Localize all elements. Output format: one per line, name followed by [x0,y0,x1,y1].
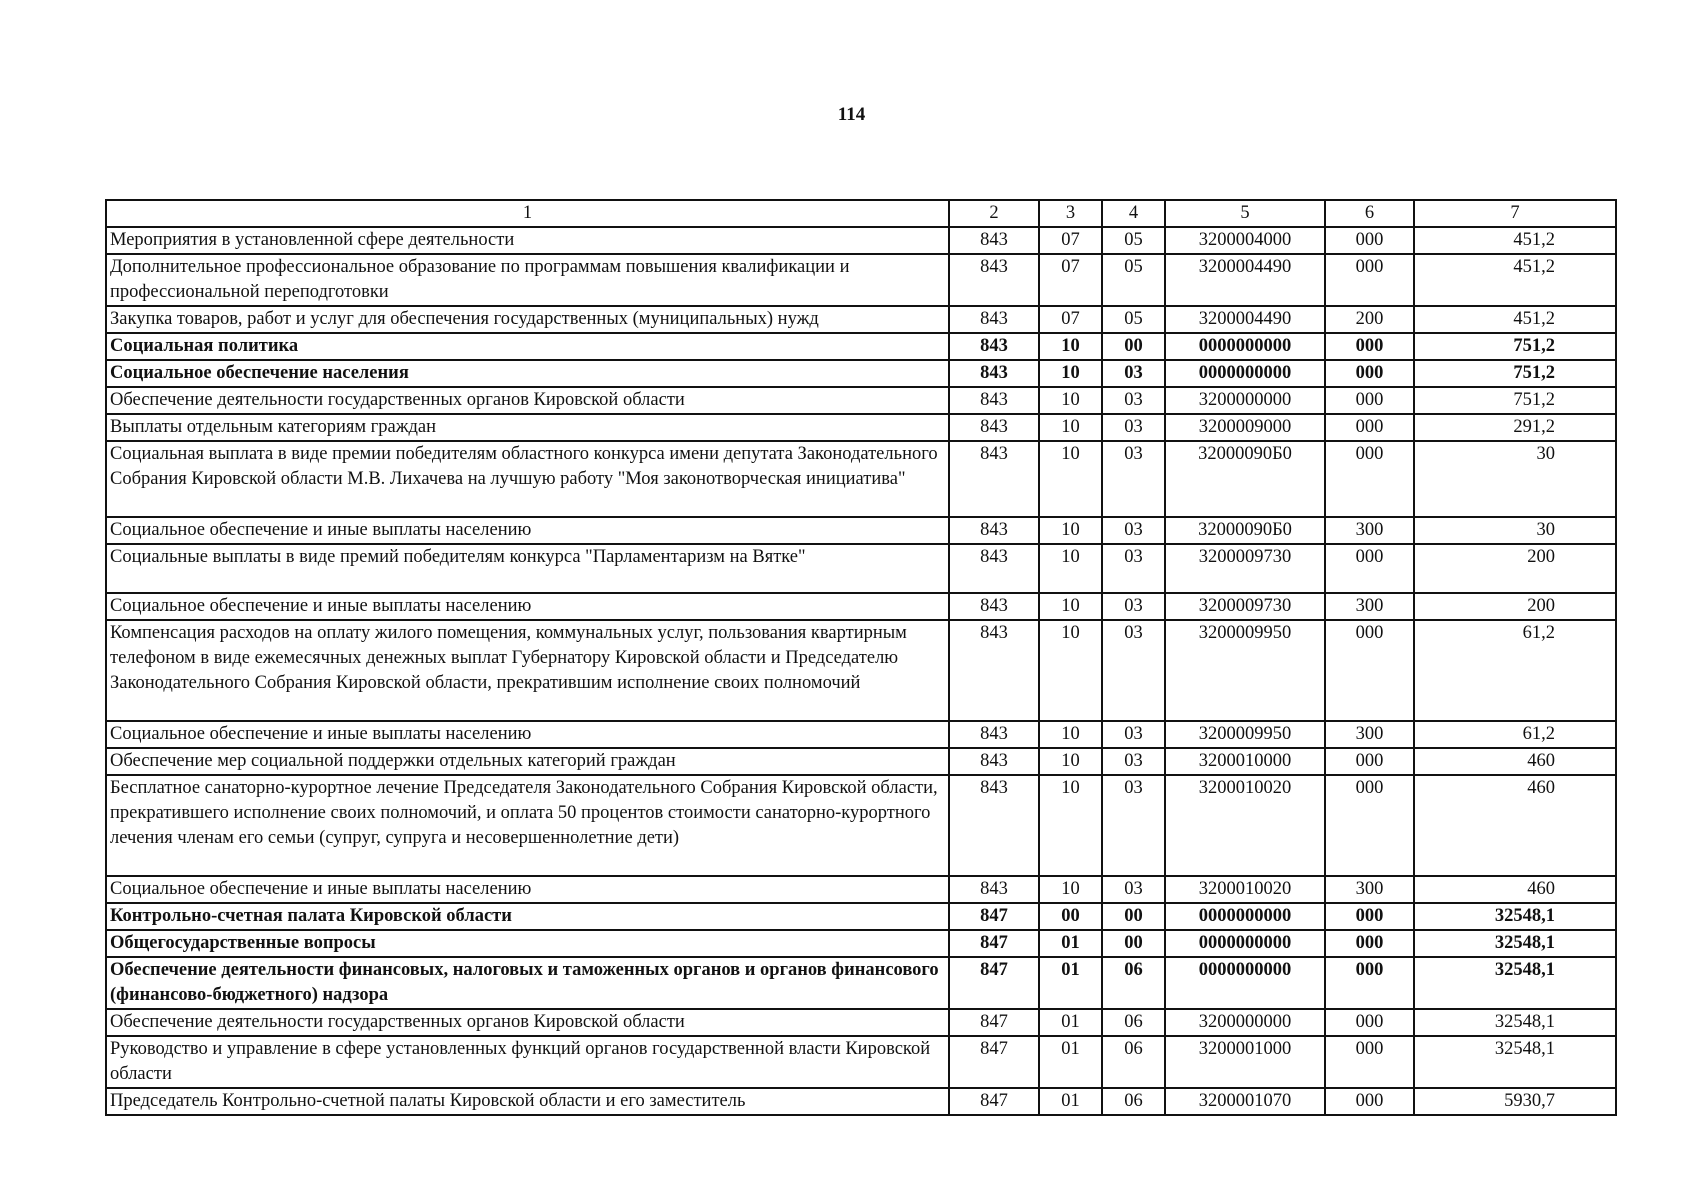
cell-subsection-code: 05 [1102,254,1165,306]
cell-subsection-code: 03 [1102,876,1165,903]
cell-admin-code: 847 [949,930,1039,957]
cell-expense-type-code: 300 [1325,876,1414,903]
cell-admin-code: 847 [949,957,1039,1009]
cell-target-code: 3200000000 [1165,387,1325,414]
cell-amount: 460 [1414,775,1616,876]
cell-expense-type-code: 000 [1325,387,1414,414]
cell-name: Обеспечение мер социальной поддержки отдельных категорий граждан [106,748,949,775]
cell-admin-code: 843 [949,360,1039,387]
cell-admin-code: 843 [949,544,1039,593]
table-row [106,414,1616,441]
table-row [106,1009,1616,1036]
cell-expense-type-code: 000 [1325,227,1414,254]
cell-section-code: 00 [1039,903,1102,930]
cell-expense-type-code: 000 [1325,254,1414,306]
cell-target-code: 0000000000 [1165,957,1325,1009]
cell-expense-type-code: 000 [1325,360,1414,387]
cell-section-code: 01 [1039,1009,1102,1036]
cell-subsection-code: 03 [1102,517,1165,544]
cell-amount: 291,2 [1414,414,1616,441]
cell-target-code: 32000090Б0 [1165,517,1325,544]
table-row [106,775,1616,876]
cell-subsection-code: 06 [1102,1036,1165,1088]
cell-name: Закупка товаров, работ и услуг для обеспечения государственных (муниципальных) нужд [106,306,949,333]
cell-subsection-code: 03 [1102,748,1165,775]
cell-target-code: 0000000000 [1165,333,1325,360]
cell-target-code: 3200004490 [1165,254,1325,306]
cell-section-code: 10 [1039,721,1102,748]
table-row [106,544,1616,593]
cell-admin-code: 843 [949,748,1039,775]
table-row [106,721,1616,748]
cell-admin-code: 847 [949,1009,1039,1036]
cell-target-code: 0000000000 [1165,360,1325,387]
table-row [106,957,1616,1009]
cell-subsection-code: 03 [1102,620,1165,721]
cell-admin-code: 843 [949,414,1039,441]
cell-amount: 751,2 [1414,360,1616,387]
cell-admin-code: 843 [949,593,1039,620]
cell-name: Обеспечение деятельности государственных органов Кировской области [106,1009,949,1036]
cell-admin-code: 843 [949,620,1039,721]
table-row [106,876,1616,903]
cell-admin-code: 843 [949,254,1039,306]
cell-section-code: 01 [1039,957,1102,1009]
cell-expense-type-code: 300 [1325,721,1414,748]
cell-name: Социальное обеспечение и иные выплаты населению [106,721,949,748]
cell-section-code: 10 [1039,544,1102,593]
cell-target-code: 0000000000 [1165,930,1325,957]
table-row [106,1036,1616,1088]
cell-target-code: 0000000000 [1165,903,1325,930]
budget-table [105,199,1617,1116]
cell-subsection-code: 03 [1102,387,1165,414]
cell-target-code: 3200001000 [1165,1036,1325,1088]
cell-amount: 460 [1414,876,1616,903]
cell-amount: 451,2 [1414,254,1616,306]
cell-expense-type-code: 000 [1325,775,1414,876]
table-row [106,903,1616,930]
cell-section-code: 10 [1039,876,1102,903]
cell-section-code: 07 [1039,254,1102,306]
cell-expense-type-code: 000 [1325,1036,1414,1088]
cell-expense-type-code: 000 [1325,620,1414,721]
cell-amount: 5930,7 [1414,1088,1616,1115]
cell-admin-code: 843 [949,775,1039,876]
table-row [106,517,1616,544]
cell-admin-code: 843 [949,387,1039,414]
cell-admin-code: 843 [949,306,1039,333]
page-number: 114 [837,104,866,125]
cell-name: Дополнительное профессиональное образование по программам повышения квалификации и профессиональной переподготовки [106,254,949,306]
cell-section-code: 10 [1039,333,1102,360]
table-row [106,930,1616,957]
cell-section-code: 07 [1039,306,1102,333]
cell-expense-type-code: 200 [1325,306,1414,333]
cell-section-code: 10 [1039,620,1102,721]
cell-section-code: 01 [1039,930,1102,957]
header-cell-subsection: 4 [1102,200,1165,227]
header-cell-section: 3 [1039,200,1102,227]
table-row [106,333,1616,360]
cell-subsection-code: 05 [1102,306,1165,333]
cell-target-code: 3200010000 [1165,748,1325,775]
cell-subsection-code: 03 [1102,775,1165,876]
cell-amount: 451,2 [1414,306,1616,333]
table-row [106,1088,1616,1115]
header-cell-name: 1 [106,200,949,227]
cell-name: Социальное обеспечение и иные выплаты населению [106,876,949,903]
cell-name: Контрольно-счетная палата Кировской области [106,903,949,930]
table-row [106,620,1616,721]
table-row [106,748,1616,775]
cell-target-code: 3200010020 [1165,876,1325,903]
cell-amount: 61,2 [1414,721,1616,748]
cell-target-code: 3200000000 [1165,1009,1325,1036]
cell-section-code: 07 [1039,227,1102,254]
cell-name: Социальное обеспечение и иные выплаты населению [106,517,949,544]
table-row [106,227,1616,254]
cell-expense-type-code: 000 [1325,1088,1414,1115]
cell-subsection-code: 03 [1102,593,1165,620]
cell-amount: 451,2 [1414,227,1616,254]
header-cell-target: 5 [1165,200,1325,227]
cell-target-code: 3200009950 [1165,620,1325,721]
cell-target-code: 3200009730 [1165,544,1325,593]
cell-name: Обеспечение деятельности финансовых, налоговых и таможенных органов и органов финансового (финансово-бюджетного) надзора [106,957,949,1009]
cell-expense-type-code: 000 [1325,333,1414,360]
cell-admin-code: 843 [949,227,1039,254]
cell-expense-type-code: 000 [1325,414,1414,441]
table-row [106,441,1616,517]
cell-subsection-code: 00 [1102,903,1165,930]
cell-amount: 751,2 [1414,387,1616,414]
cell-amount: 32548,1 [1414,957,1616,1009]
cell-target-code: 3200009000 [1165,414,1325,441]
cell-admin-code: 843 [949,441,1039,517]
cell-target-code: 3200004000 [1165,227,1325,254]
cell-admin-code: 847 [949,903,1039,930]
cell-section-code: 10 [1039,414,1102,441]
cell-subsection-code: 06 [1102,957,1165,1009]
cell-amount: 32548,1 [1414,1036,1616,1088]
cell-name: Социальное обеспечение населения [106,360,949,387]
cell-name: Социальная политика [106,333,949,360]
cell-target-code: 3200001070 [1165,1088,1325,1115]
cell-name: Руководство и управление в сфере установленных функций органов государственной власти Кировской области [106,1036,949,1088]
cell-name: Социальные выплаты в виде премий победителям конкурса "Парламентаризм на Вятке" [106,544,949,593]
header-row [106,200,1616,227]
cell-target-code: 3200009950 [1165,721,1325,748]
header-cell-amount: 7 [1414,200,1616,227]
cell-admin-code: 843 [949,721,1039,748]
cell-section-code: 10 [1039,748,1102,775]
cell-section-code: 10 [1039,775,1102,876]
cell-subsection-code: 00 [1102,930,1165,957]
header-cell-expense-type: 6 [1325,200,1414,227]
cell-amount: 61,2 [1414,620,1616,721]
cell-section-code: 10 [1039,441,1102,517]
cell-name: Обеспечение деятельности государственных органов Кировской области [106,387,949,414]
cell-expense-type-code: 000 [1325,957,1414,1009]
cell-admin-code: 843 [949,333,1039,360]
cell-name: Социальное обеспечение и иные выплаты населению [106,593,949,620]
cell-subsection-code: 05 [1102,227,1165,254]
cell-expense-type-code: 000 [1325,903,1414,930]
cell-admin-code: 843 [949,876,1039,903]
cell-section-code: 10 [1039,387,1102,414]
cell-subsection-code: 03 [1102,544,1165,593]
cell-expense-type-code: 300 [1325,517,1414,544]
cell-section-code: 10 [1039,593,1102,620]
cell-name: Выплаты отдельным категориям граждан [106,414,949,441]
cell-amount: 32548,1 [1414,903,1616,930]
cell-subsection-code: 06 [1102,1009,1165,1036]
cell-name: Общегосударственные вопросы [106,930,949,957]
cell-target-code: 32000090Б0 [1165,441,1325,517]
cell-target-code: 3200004490 [1165,306,1325,333]
cell-subsection-code: 03 [1102,721,1165,748]
cell-section-code: 10 [1039,360,1102,387]
table-row [106,387,1616,414]
cell-name: Компенсация расходов на оплату жилого помещения, коммунальных услуг, пользования квартирным телефоном в виде ежемесячных денежных выплат Губернатору Кировской области и Председателю Законодательного Собрания Кировской области, прекратившим исполнение своих полномочий [106,620,949,721]
cell-target-code: 3200009730 [1165,593,1325,620]
cell-subsection-code: 03 [1102,414,1165,441]
cell-amount: 30 [1414,441,1616,517]
cell-expense-type-code: 000 [1325,441,1414,517]
cell-section-code: 01 [1039,1036,1102,1088]
cell-amount: 200 [1414,593,1616,620]
cell-name: Социальная выплата в виде премии победителям областного конкурса имени депутата Законодательного Собрания Кировской области М.В. Лихачева на лучшую работу "Моя законотворческая инициатива" [106,441,949,517]
table-row [106,593,1616,620]
cell-expense-type-code: 000 [1325,1009,1414,1036]
cell-subsection-code: 03 [1102,441,1165,517]
cell-amount: 32548,1 [1414,930,1616,957]
cell-admin-code: 847 [949,1088,1039,1115]
cell-expense-type-code: 300 [1325,593,1414,620]
cell-subsection-code: 03 [1102,360,1165,387]
cell-target-code: 3200010020 [1165,775,1325,876]
cell-section-code: 10 [1039,517,1102,544]
cell-subsection-code: 06 [1102,1088,1165,1115]
cell-admin-code: 847 [949,1036,1039,1088]
cell-section-code: 01 [1039,1088,1102,1115]
table-row [106,306,1616,333]
cell-name: Бесплатное санаторно-курортное лечение Председателя Законодательного Собрания Кировской области, прекратившего исполнение своих полномочий, и оплата 50 процентов стоимости санаторно-курортного лечения членам его семьи (супруг, супруга и несовершеннолетние дети) [106,775,949,876]
cell-amount: 460 [1414,748,1616,775]
cell-amount: 200 [1414,544,1616,593]
cell-name: Мероприятия в установленной сфере деятельности [106,227,949,254]
cell-amount: 751,2 [1414,333,1616,360]
cell-amount: 30 [1414,517,1616,544]
cell-expense-type-code: 000 [1325,930,1414,957]
table-row [106,360,1616,387]
cell-admin-code: 843 [949,517,1039,544]
cell-name: Председатель Контрольно-счетной палаты Кировской области и его заместитель [106,1088,949,1115]
header-cell-admin: 2 [949,200,1039,227]
table-row [106,254,1616,306]
cell-amount: 32548,1 [1414,1009,1616,1036]
table-body [106,227,1616,1115]
cell-expense-type-code: 000 [1325,544,1414,593]
cell-expense-type-code: 000 [1325,748,1414,775]
cell-subsection-code: 00 [1102,333,1165,360]
